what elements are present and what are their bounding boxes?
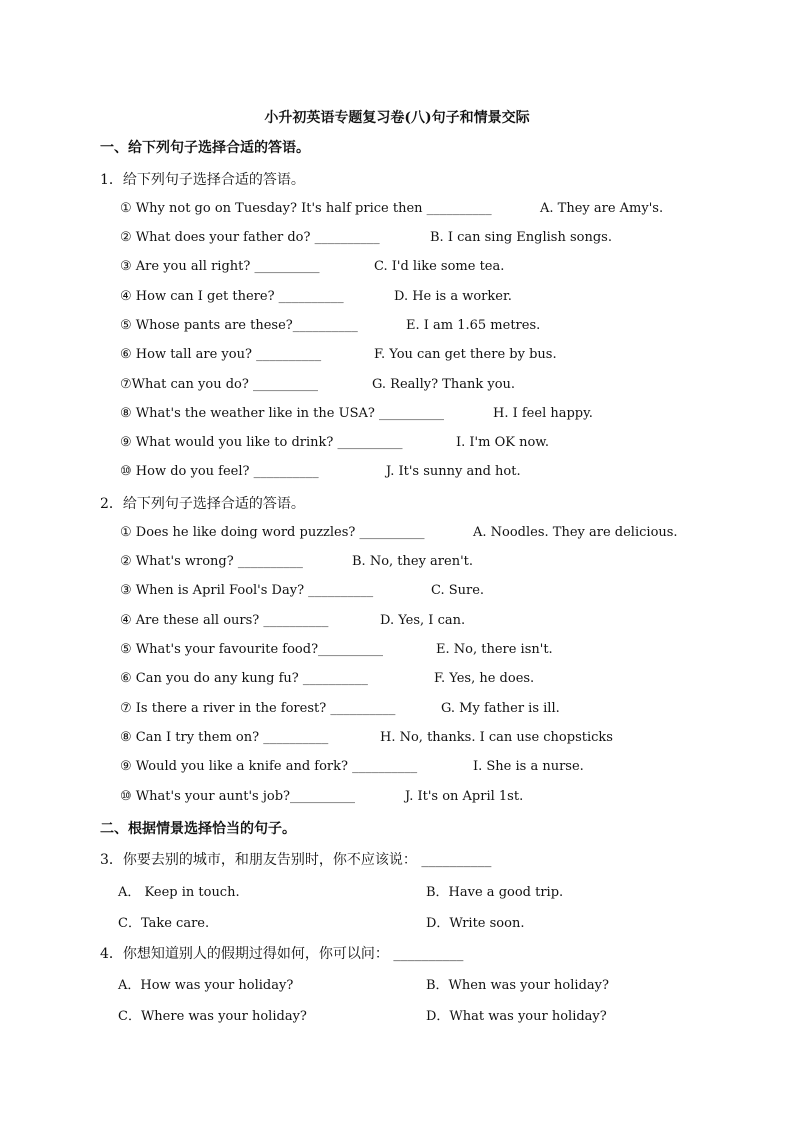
q1-answer-F: F. You can get there by bus. [374,347,557,362]
q1-item-9: ⑨ What would you like to drink? __________ [120,435,403,450]
q1-item-6: ⑥ How tall are you? __________ [120,347,322,362]
q2-item-10: ⑩ What's your aunt's job?__________ [120,789,356,804]
q2-item-3: ③ When is April Fool's Day? __________ [120,583,374,598]
q2-answer-I: I. She is a nurse. [473,759,584,774]
q1-item-1: ① Why not go on Tuesday? It's half price then __________ [120,201,492,216]
q2-item-2: ② What's wrong? __________ [120,554,303,569]
question-1-stem: 1．给下列句子选择合适的答语。 [100,172,305,188]
q2-answer-A: A. Noodles. They are delicious. [473,525,678,540]
q1-item-5: ⑤ Whose pants are these?__________ [120,318,358,333]
q1-answer-G: G. Really? Thank you. [372,377,516,392]
q1-item-2: ② What does your father do? __________ [120,230,380,245]
q3-option-A: A． Keep in touch. [118,885,240,900]
q2-answer-E: E. No, there isn't. [436,642,553,657]
q1-answer-E: E. I am 1.65 metres. [406,318,541,333]
q4-option-D: D．What was your holiday? [426,1009,607,1024]
q2-item-1: ① Does he like doing word puzzles? __________ [120,525,425,540]
q2-answer-C: C. Sure. [431,583,485,598]
q2-answer-G: G. My father is ill. [441,701,560,716]
q3-option-C: C．Take care. [118,916,210,931]
q4-option-B: B．When was your holiday? [426,978,609,993]
q1-item-7: ⑦What can you do? __________ [120,377,318,392]
section1-heading: 一、给下列句子选择合适的答语。 [100,140,310,156]
q2-answer-H: H. No, thanks. I can use chopsticks [380,730,613,745]
q1-answer-A: A. They are Amy's. [540,201,664,216]
q4-option-A: A．How was your holiday? [118,978,294,993]
q1-answer-B: B. I can sing English songs. [430,230,612,245]
q2-item-9: ⑨ Would you like a knife and fork? __________ [120,759,418,774]
section2-heading: 二、根据情景选择恰当的句子。 [100,821,296,837]
q2-answer-D: D. Yes, I can. [380,613,466,628]
q4-option-C: C．Where was your holiday? [118,1009,307,1024]
q1-item-10: ⑩ How do you feel? __________ [120,464,319,479]
question-4-stem: 4．你想知道别人的假期过得如何，你可以问： __________ [100,946,464,962]
page-title: 小升初英语专题复习卷(八)句子和情景交际 [264,110,530,126]
q2-item-6: ⑥ Can you do any kung fu? __________ [120,671,368,686]
question-3-stem: 3．你要去别的城市，和朋友告别时，你不应该说： __________ [100,852,492,868]
q2-answer-B: B. No, they aren't. [352,554,474,569]
q2-item-8: ⑧ Can I try them on? __________ [120,730,329,745]
q2-item-4: ④ Are these all ours? __________ [120,613,329,628]
question-2-stem: 2．给下列句子选择合适的答语。 [100,496,305,512]
q2-item-5: ⑤ What's your favourite food?__________ [120,642,384,657]
q1-answer-J: J. It's sunny and hot. [386,464,521,479]
q1-answer-D: D. He is a worker. [394,289,512,304]
q1-item-3: ③ Are you all right? __________ [120,259,320,274]
q3-option-B: B．Have a good trip. [426,885,564,900]
q1-answer-C: C. I'd like some tea. [374,259,505,274]
q1-answer-H: H. I feel happy. [493,406,593,421]
q2-answer-J: J. It's on April 1st. [405,789,524,804]
q2-answer-F: F. Yes, he does. [434,671,535,686]
q1-item-8: ⑧ What's the weather like in the USA? __________ [120,406,444,421]
q1-item-4: ④ How can I get there? __________ [120,289,344,304]
q3-option-D: D．Write soon. [426,916,525,931]
q2-item-7: ⑦ Is there a river in the forest? __________ [120,701,396,716]
q1-answer-I: I. I'm OK now. [456,435,549,450]
